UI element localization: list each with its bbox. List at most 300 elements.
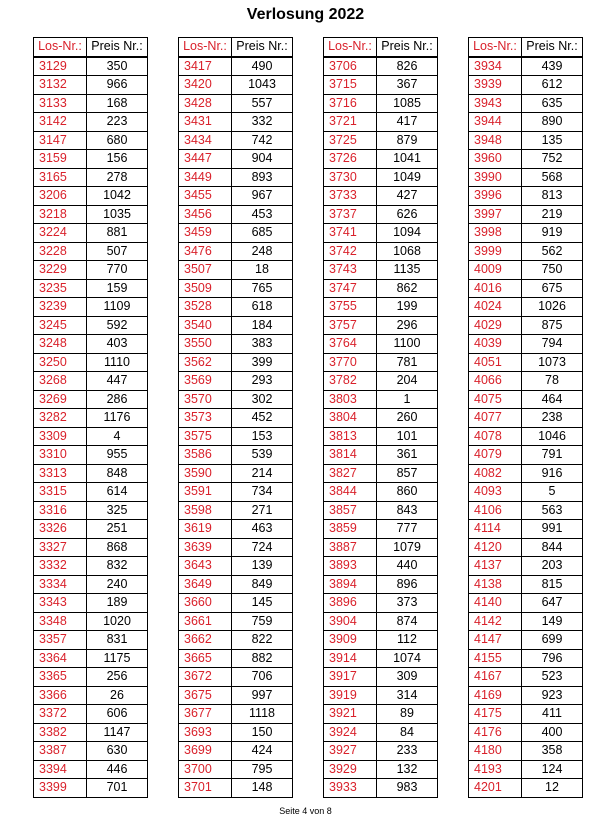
table-row bbox=[324, 390, 438, 409]
table-row bbox=[179, 372, 293, 391]
los-number-cell: 3715 bbox=[324, 76, 377, 95]
table-row bbox=[324, 446, 438, 465]
los-number-cell: 3575 bbox=[179, 427, 232, 446]
table-row bbox=[469, 131, 583, 150]
los-number-cell: 3894 bbox=[324, 575, 377, 594]
table-row bbox=[324, 94, 438, 113]
prize-number-cell: 1074 bbox=[377, 649, 438, 668]
prize-number-cell: 765 bbox=[232, 279, 293, 298]
los-number-cell: 3456 bbox=[179, 205, 232, 224]
los-number-cell: 3364 bbox=[34, 649, 87, 668]
los-number-cell: 3459 bbox=[179, 224, 232, 243]
prize-number-cell: 463 bbox=[232, 520, 293, 539]
prize-number-cell: 997 bbox=[232, 686, 293, 705]
table-row bbox=[469, 76, 583, 95]
los-number-cell: 3757 bbox=[324, 316, 377, 335]
prize-number-cell: 1118 bbox=[232, 705, 293, 724]
los-number-cell: 3914 bbox=[324, 649, 377, 668]
los-number-cell: 3933 bbox=[324, 779, 377, 798]
los-number-cell: 3764 bbox=[324, 335, 377, 354]
prize-number-cell: 896 bbox=[377, 575, 438, 594]
los-number-cell: 4016 bbox=[469, 279, 522, 298]
table-row bbox=[469, 612, 583, 631]
los-number-cell: 3893 bbox=[324, 557, 377, 576]
los-number-cell: 3998 bbox=[469, 224, 522, 243]
prize-number-cell: 204 bbox=[377, 372, 438, 391]
prize-number-cell: 1 bbox=[377, 390, 438, 409]
los-number-cell: 3909 bbox=[324, 631, 377, 650]
table-row bbox=[34, 94, 148, 113]
los-number-cell: 3133 bbox=[34, 94, 87, 113]
prize-number-cell: 358 bbox=[522, 742, 583, 761]
prize-number-cell: 562 bbox=[522, 242, 583, 261]
table-row bbox=[34, 723, 148, 742]
table-row bbox=[34, 686, 148, 705]
table-row bbox=[324, 57, 438, 76]
table-row bbox=[179, 261, 293, 280]
header-los-nr: Los-Nr.: bbox=[179, 38, 232, 57]
table-row bbox=[469, 427, 583, 446]
table-row bbox=[179, 427, 293, 446]
prize-number-cell: 1175 bbox=[87, 649, 148, 668]
los-number-cell: 3706 bbox=[324, 57, 377, 76]
los-number-cell: 4039 bbox=[469, 335, 522, 354]
table-row bbox=[179, 298, 293, 317]
prize-number-cell: 89 bbox=[377, 705, 438, 724]
table-row bbox=[469, 631, 583, 650]
prize-number-cell: 955 bbox=[87, 446, 148, 465]
prize-number-cell: 893 bbox=[232, 168, 293, 187]
los-number-cell: 3919 bbox=[324, 686, 377, 705]
prize-number-cell: 781 bbox=[377, 353, 438, 372]
table-row bbox=[34, 242, 148, 261]
los-number-cell: 3725 bbox=[324, 131, 377, 150]
table-row bbox=[469, 723, 583, 742]
header-preis-nr: Preis Nr.: bbox=[522, 38, 583, 57]
los-number-cell: 3248 bbox=[34, 335, 87, 354]
los-number-cell: 3716 bbox=[324, 94, 377, 113]
los-number-cell: 3844 bbox=[324, 483, 377, 502]
table-row bbox=[324, 150, 438, 169]
prize-number-cell: 862 bbox=[377, 279, 438, 298]
table-header-row bbox=[324, 38, 438, 57]
prize-number-cell: 592 bbox=[87, 316, 148, 335]
prize-number-cell: 332 bbox=[232, 113, 293, 132]
table-row bbox=[179, 113, 293, 132]
table-row bbox=[469, 520, 583, 539]
prize-number-cell: 84 bbox=[377, 723, 438, 742]
los-number-cell: 3235 bbox=[34, 279, 87, 298]
prize-number-cell: 1147 bbox=[87, 723, 148, 742]
prize-number-cell: 685 bbox=[232, 224, 293, 243]
los-number-cell: 3366 bbox=[34, 686, 87, 705]
prize-number-cell: 794 bbox=[522, 335, 583, 354]
table-row bbox=[469, 335, 583, 354]
los-number-cell: 3142 bbox=[34, 113, 87, 132]
prize-number-cell: 1049 bbox=[377, 168, 438, 187]
los-number-cell: 4082 bbox=[469, 464, 522, 483]
prize-number-cell: 890 bbox=[522, 113, 583, 132]
table-row bbox=[324, 224, 438, 243]
prize-number-cell: 453 bbox=[232, 205, 293, 224]
prize-number-cell: 563 bbox=[522, 501, 583, 520]
table-row bbox=[179, 705, 293, 724]
table-row bbox=[179, 501, 293, 520]
table-row bbox=[34, 409, 148, 428]
los-number-cell: 3313 bbox=[34, 464, 87, 483]
table-row bbox=[179, 335, 293, 354]
table-row bbox=[469, 372, 583, 391]
los-number-cell: 3904 bbox=[324, 612, 377, 631]
table-row bbox=[179, 464, 293, 483]
prize-number-cell: 293 bbox=[232, 372, 293, 391]
los-number-cell: 3476 bbox=[179, 242, 232, 261]
table-row bbox=[324, 575, 438, 594]
los-number-cell: 3250 bbox=[34, 353, 87, 372]
los-number-cell: 3528 bbox=[179, 298, 232, 317]
los-number-cell: 3540 bbox=[179, 316, 232, 335]
table-row bbox=[469, 538, 583, 557]
table-row bbox=[179, 94, 293, 113]
los-number-cell: 4169 bbox=[469, 686, 522, 705]
los-number-cell: 3269 bbox=[34, 390, 87, 409]
los-number-cell: 3310 bbox=[34, 446, 87, 465]
table-row bbox=[34, 150, 148, 169]
table-row bbox=[324, 501, 438, 520]
los-number-cell: 3665 bbox=[179, 649, 232, 668]
los-number-cell: 3960 bbox=[469, 150, 522, 169]
prize-number-cell: 139 bbox=[232, 557, 293, 576]
los-number-cell: 3420 bbox=[179, 76, 232, 95]
prize-number-cell: 983 bbox=[377, 779, 438, 798]
los-number-cell: 3417 bbox=[179, 57, 232, 76]
prize-number-cell: 260 bbox=[377, 409, 438, 428]
prize-number-cell: 882 bbox=[232, 649, 293, 668]
prize-number-cell: 706 bbox=[232, 668, 293, 687]
prize-number-cell: 78 bbox=[522, 372, 583, 391]
table-row bbox=[34, 612, 148, 631]
prize-number-cell: 967 bbox=[232, 187, 293, 206]
los-number-cell: 4120 bbox=[469, 538, 522, 557]
los-number-cell: 4175 bbox=[469, 705, 522, 724]
los-number-cell: 3619 bbox=[179, 520, 232, 539]
los-number-cell: 3929 bbox=[324, 760, 377, 779]
los-number-cell: 4193 bbox=[469, 760, 522, 779]
los-number-cell: 3309 bbox=[34, 427, 87, 446]
prize-number-cell: 447 bbox=[87, 372, 148, 391]
los-number-cell: 4024 bbox=[469, 298, 522, 317]
los-number-cell: 3598 bbox=[179, 501, 232, 520]
los-number-cell: 3770 bbox=[324, 353, 377, 372]
los-number-cell: 3944 bbox=[469, 113, 522, 132]
los-number-cell: 3699 bbox=[179, 742, 232, 761]
prize-number-cell: 5 bbox=[522, 483, 583, 502]
table-row bbox=[179, 224, 293, 243]
table-row bbox=[34, 298, 148, 317]
table-row bbox=[179, 242, 293, 261]
los-number-cell: 3672 bbox=[179, 668, 232, 687]
los-number-cell: 3282 bbox=[34, 409, 87, 428]
prize-number-cell: 523 bbox=[522, 668, 583, 687]
los-number-cell: 3996 bbox=[469, 187, 522, 206]
table-row bbox=[34, 316, 148, 335]
table-header-row bbox=[34, 38, 148, 57]
table-row bbox=[179, 760, 293, 779]
los-number-cell: 3675 bbox=[179, 686, 232, 705]
table-row bbox=[469, 464, 583, 483]
los-number-cell: 3677 bbox=[179, 705, 232, 724]
prize-number-cell: 417 bbox=[377, 113, 438, 132]
table-row bbox=[34, 649, 148, 668]
los-number-cell: 4029 bbox=[469, 316, 522, 335]
prize-number-cell: 675 bbox=[522, 279, 583, 298]
table-row bbox=[324, 557, 438, 576]
table-row bbox=[34, 224, 148, 243]
prize-number-cell: 150 bbox=[232, 723, 293, 742]
prize-number-cell: 844 bbox=[522, 538, 583, 557]
prize-number-cell: 1073 bbox=[522, 353, 583, 372]
prize-number-cell: 759 bbox=[232, 612, 293, 631]
los-number-cell: 3814 bbox=[324, 446, 377, 465]
table-row bbox=[179, 520, 293, 539]
los-number-cell: 3741 bbox=[324, 224, 377, 243]
los-number-cell: 3229 bbox=[34, 261, 87, 280]
prize-number-cell: 296 bbox=[377, 316, 438, 335]
table-row bbox=[324, 372, 438, 391]
table-row bbox=[469, 483, 583, 502]
prize-number-cell: 223 bbox=[87, 113, 148, 132]
prize-number-cell: 1042 bbox=[87, 187, 148, 206]
los-number-cell: 3357 bbox=[34, 631, 87, 650]
los-number-cell: 3934 bbox=[469, 57, 522, 76]
prize-number-cell: 612 bbox=[522, 76, 583, 95]
table-row bbox=[324, 649, 438, 668]
los-number-cell: 3332 bbox=[34, 557, 87, 576]
table-row bbox=[324, 464, 438, 483]
prize-number-cell: 831 bbox=[87, 631, 148, 650]
los-number-cell: 3997 bbox=[469, 205, 522, 224]
prize-number-cell: 635 bbox=[522, 94, 583, 113]
table-row bbox=[469, 150, 583, 169]
table-row bbox=[469, 705, 583, 724]
prize-number-cell: 539 bbox=[232, 446, 293, 465]
prize-number-cell: 1085 bbox=[377, 94, 438, 113]
los-number-cell: 4142 bbox=[469, 612, 522, 631]
table-row bbox=[179, 205, 293, 224]
table-row bbox=[324, 279, 438, 298]
los-number-cell: 3943 bbox=[469, 94, 522, 113]
los-number-cell: 4075 bbox=[469, 390, 522, 409]
prize-number-cell: 507 bbox=[87, 242, 148, 261]
los-number-cell: 3948 bbox=[469, 131, 522, 150]
prize-number-cell: 1068 bbox=[377, 242, 438, 261]
los-number-cell: 4201 bbox=[469, 779, 522, 798]
table-row bbox=[34, 742, 148, 761]
prize-number-cell: 849 bbox=[232, 575, 293, 594]
table-row bbox=[179, 353, 293, 372]
los-number-cell: 3999 bbox=[469, 242, 522, 261]
los-number-cell: 3509 bbox=[179, 279, 232, 298]
los-number-cell: 3147 bbox=[34, 131, 87, 150]
table-row bbox=[34, 205, 148, 224]
los-number-cell: 3804 bbox=[324, 409, 377, 428]
table-row bbox=[469, 242, 583, 261]
table-row bbox=[34, 279, 148, 298]
table-row bbox=[179, 557, 293, 576]
table-row bbox=[179, 76, 293, 95]
table-row bbox=[469, 187, 583, 206]
prize-number-cell: 923 bbox=[522, 686, 583, 705]
table-row bbox=[34, 557, 148, 576]
los-number-cell: 4079 bbox=[469, 446, 522, 465]
prize-number-cell: 314 bbox=[377, 686, 438, 705]
los-number-cell: 4078 bbox=[469, 427, 522, 446]
table-row bbox=[324, 409, 438, 428]
table-row bbox=[324, 723, 438, 742]
table-row bbox=[469, 57, 583, 76]
los-number-cell: 3399 bbox=[34, 779, 87, 798]
los-number-cell: 3887 bbox=[324, 538, 377, 557]
table-row bbox=[469, 261, 583, 280]
table-row bbox=[179, 742, 293, 761]
table-row bbox=[324, 76, 438, 95]
prize-number-cell: 777 bbox=[377, 520, 438, 539]
los-number-cell: 4147 bbox=[469, 631, 522, 650]
table-row bbox=[324, 520, 438, 539]
prize-number-cell: 439 bbox=[522, 57, 583, 76]
prize-number-cell: 1094 bbox=[377, 224, 438, 243]
prize-number-cell: 240 bbox=[87, 575, 148, 594]
table-row bbox=[34, 372, 148, 391]
prize-number-cell: 403 bbox=[87, 335, 148, 354]
los-number-cell: 3700 bbox=[179, 760, 232, 779]
table-row bbox=[179, 316, 293, 335]
table-row bbox=[179, 686, 293, 705]
los-number-cell: 3917 bbox=[324, 668, 377, 687]
prize-number-cell: 680 bbox=[87, 131, 148, 150]
table-row bbox=[179, 723, 293, 742]
los-number-cell: 4077 bbox=[469, 409, 522, 428]
table-row bbox=[469, 353, 583, 372]
prize-number-cell: 156 bbox=[87, 150, 148, 169]
table-row bbox=[179, 668, 293, 687]
prize-number-cell: 724 bbox=[232, 538, 293, 557]
prize-number-cell: 286 bbox=[87, 390, 148, 409]
los-number-cell: 3755 bbox=[324, 298, 377, 317]
los-number-cell: 3327 bbox=[34, 538, 87, 557]
header-los-nr: Los-Nr.: bbox=[34, 38, 87, 57]
los-number-cell: 3159 bbox=[34, 150, 87, 169]
los-number-cell: 3813 bbox=[324, 427, 377, 446]
table-row bbox=[469, 168, 583, 187]
prize-number-cell: 256 bbox=[87, 668, 148, 687]
prize-number-cell: 795 bbox=[232, 760, 293, 779]
table-header-row bbox=[179, 38, 293, 57]
los-number-cell: 3742 bbox=[324, 242, 377, 261]
prize-number-cell: 1020 bbox=[87, 612, 148, 631]
los-number-cell: 3857 bbox=[324, 501, 377, 520]
los-number-cell: 4114 bbox=[469, 520, 522, 539]
prize-number-cell: 427 bbox=[377, 187, 438, 206]
prize-number-cell: 325 bbox=[87, 501, 148, 520]
los-number-cell: 3927 bbox=[324, 742, 377, 761]
prize-number-cell: 248 bbox=[232, 242, 293, 261]
los-number-cell: 3206 bbox=[34, 187, 87, 206]
table-row bbox=[34, 501, 148, 520]
table-row bbox=[179, 538, 293, 557]
table-row bbox=[34, 113, 148, 132]
table-row bbox=[324, 594, 438, 613]
prize-number-cell: 440 bbox=[377, 557, 438, 576]
table-row bbox=[34, 705, 148, 724]
table-row bbox=[34, 575, 148, 594]
table-row bbox=[34, 538, 148, 557]
los-number-cell: 4066 bbox=[469, 372, 522, 391]
los-number-cell: 3165 bbox=[34, 168, 87, 187]
table-row bbox=[34, 631, 148, 650]
prize-number-cell: 112 bbox=[377, 631, 438, 650]
los-number-cell: 3591 bbox=[179, 483, 232, 502]
table-row bbox=[179, 779, 293, 798]
los-number-cell: 3224 bbox=[34, 224, 87, 243]
table-row bbox=[179, 631, 293, 650]
los-number-cell: 4137 bbox=[469, 557, 522, 576]
prize-number-cell: 699 bbox=[522, 631, 583, 650]
los-number-cell: 3239 bbox=[34, 298, 87, 317]
prize-number-cell: 904 bbox=[232, 150, 293, 169]
los-number-cell: 4106 bbox=[469, 501, 522, 520]
table-row bbox=[34, 187, 148, 206]
table-row bbox=[34, 464, 148, 483]
prize-number-cell: 826 bbox=[377, 57, 438, 76]
los-number-cell: 3859 bbox=[324, 520, 377, 539]
header-los-nr: Los-Nr.: bbox=[469, 38, 522, 57]
table-row bbox=[324, 538, 438, 557]
prize-number-cell: 199 bbox=[377, 298, 438, 317]
table-row bbox=[324, 316, 438, 335]
prize-number-cell: 411 bbox=[522, 705, 583, 724]
prize-number-cell: 742 bbox=[232, 131, 293, 150]
table-row bbox=[34, 779, 148, 798]
prize-number-cell: 857 bbox=[377, 464, 438, 483]
los-number-cell: 3569 bbox=[179, 372, 232, 391]
prize-number-cell: 135 bbox=[522, 131, 583, 150]
prize-number-cell: 464 bbox=[522, 390, 583, 409]
table-row bbox=[469, 409, 583, 428]
table-row bbox=[34, 353, 148, 372]
los-number-cell: 3643 bbox=[179, 557, 232, 576]
prize-number-cell: 145 bbox=[232, 594, 293, 613]
prize-number-cell: 626 bbox=[377, 205, 438, 224]
los-number-cell: 3428 bbox=[179, 94, 232, 113]
prize-number-cell: 251 bbox=[87, 520, 148, 539]
table-row bbox=[34, 668, 148, 687]
prize-number-cell: 350 bbox=[87, 57, 148, 76]
header-los-nr: Los-Nr.: bbox=[324, 38, 377, 57]
table-row bbox=[179, 409, 293, 428]
los-number-cell: 4140 bbox=[469, 594, 522, 613]
table-row bbox=[34, 520, 148, 539]
table-row bbox=[469, 649, 583, 668]
los-number-cell: 3334 bbox=[34, 575, 87, 594]
table-row bbox=[469, 205, 583, 224]
prize-number-cell: 868 bbox=[87, 538, 148, 557]
table-row bbox=[179, 390, 293, 409]
table-row bbox=[324, 705, 438, 724]
los-number-cell: 3434 bbox=[179, 131, 232, 150]
prize-number-cell: 1026 bbox=[522, 298, 583, 317]
prize-number-cell: 18 bbox=[232, 261, 293, 280]
